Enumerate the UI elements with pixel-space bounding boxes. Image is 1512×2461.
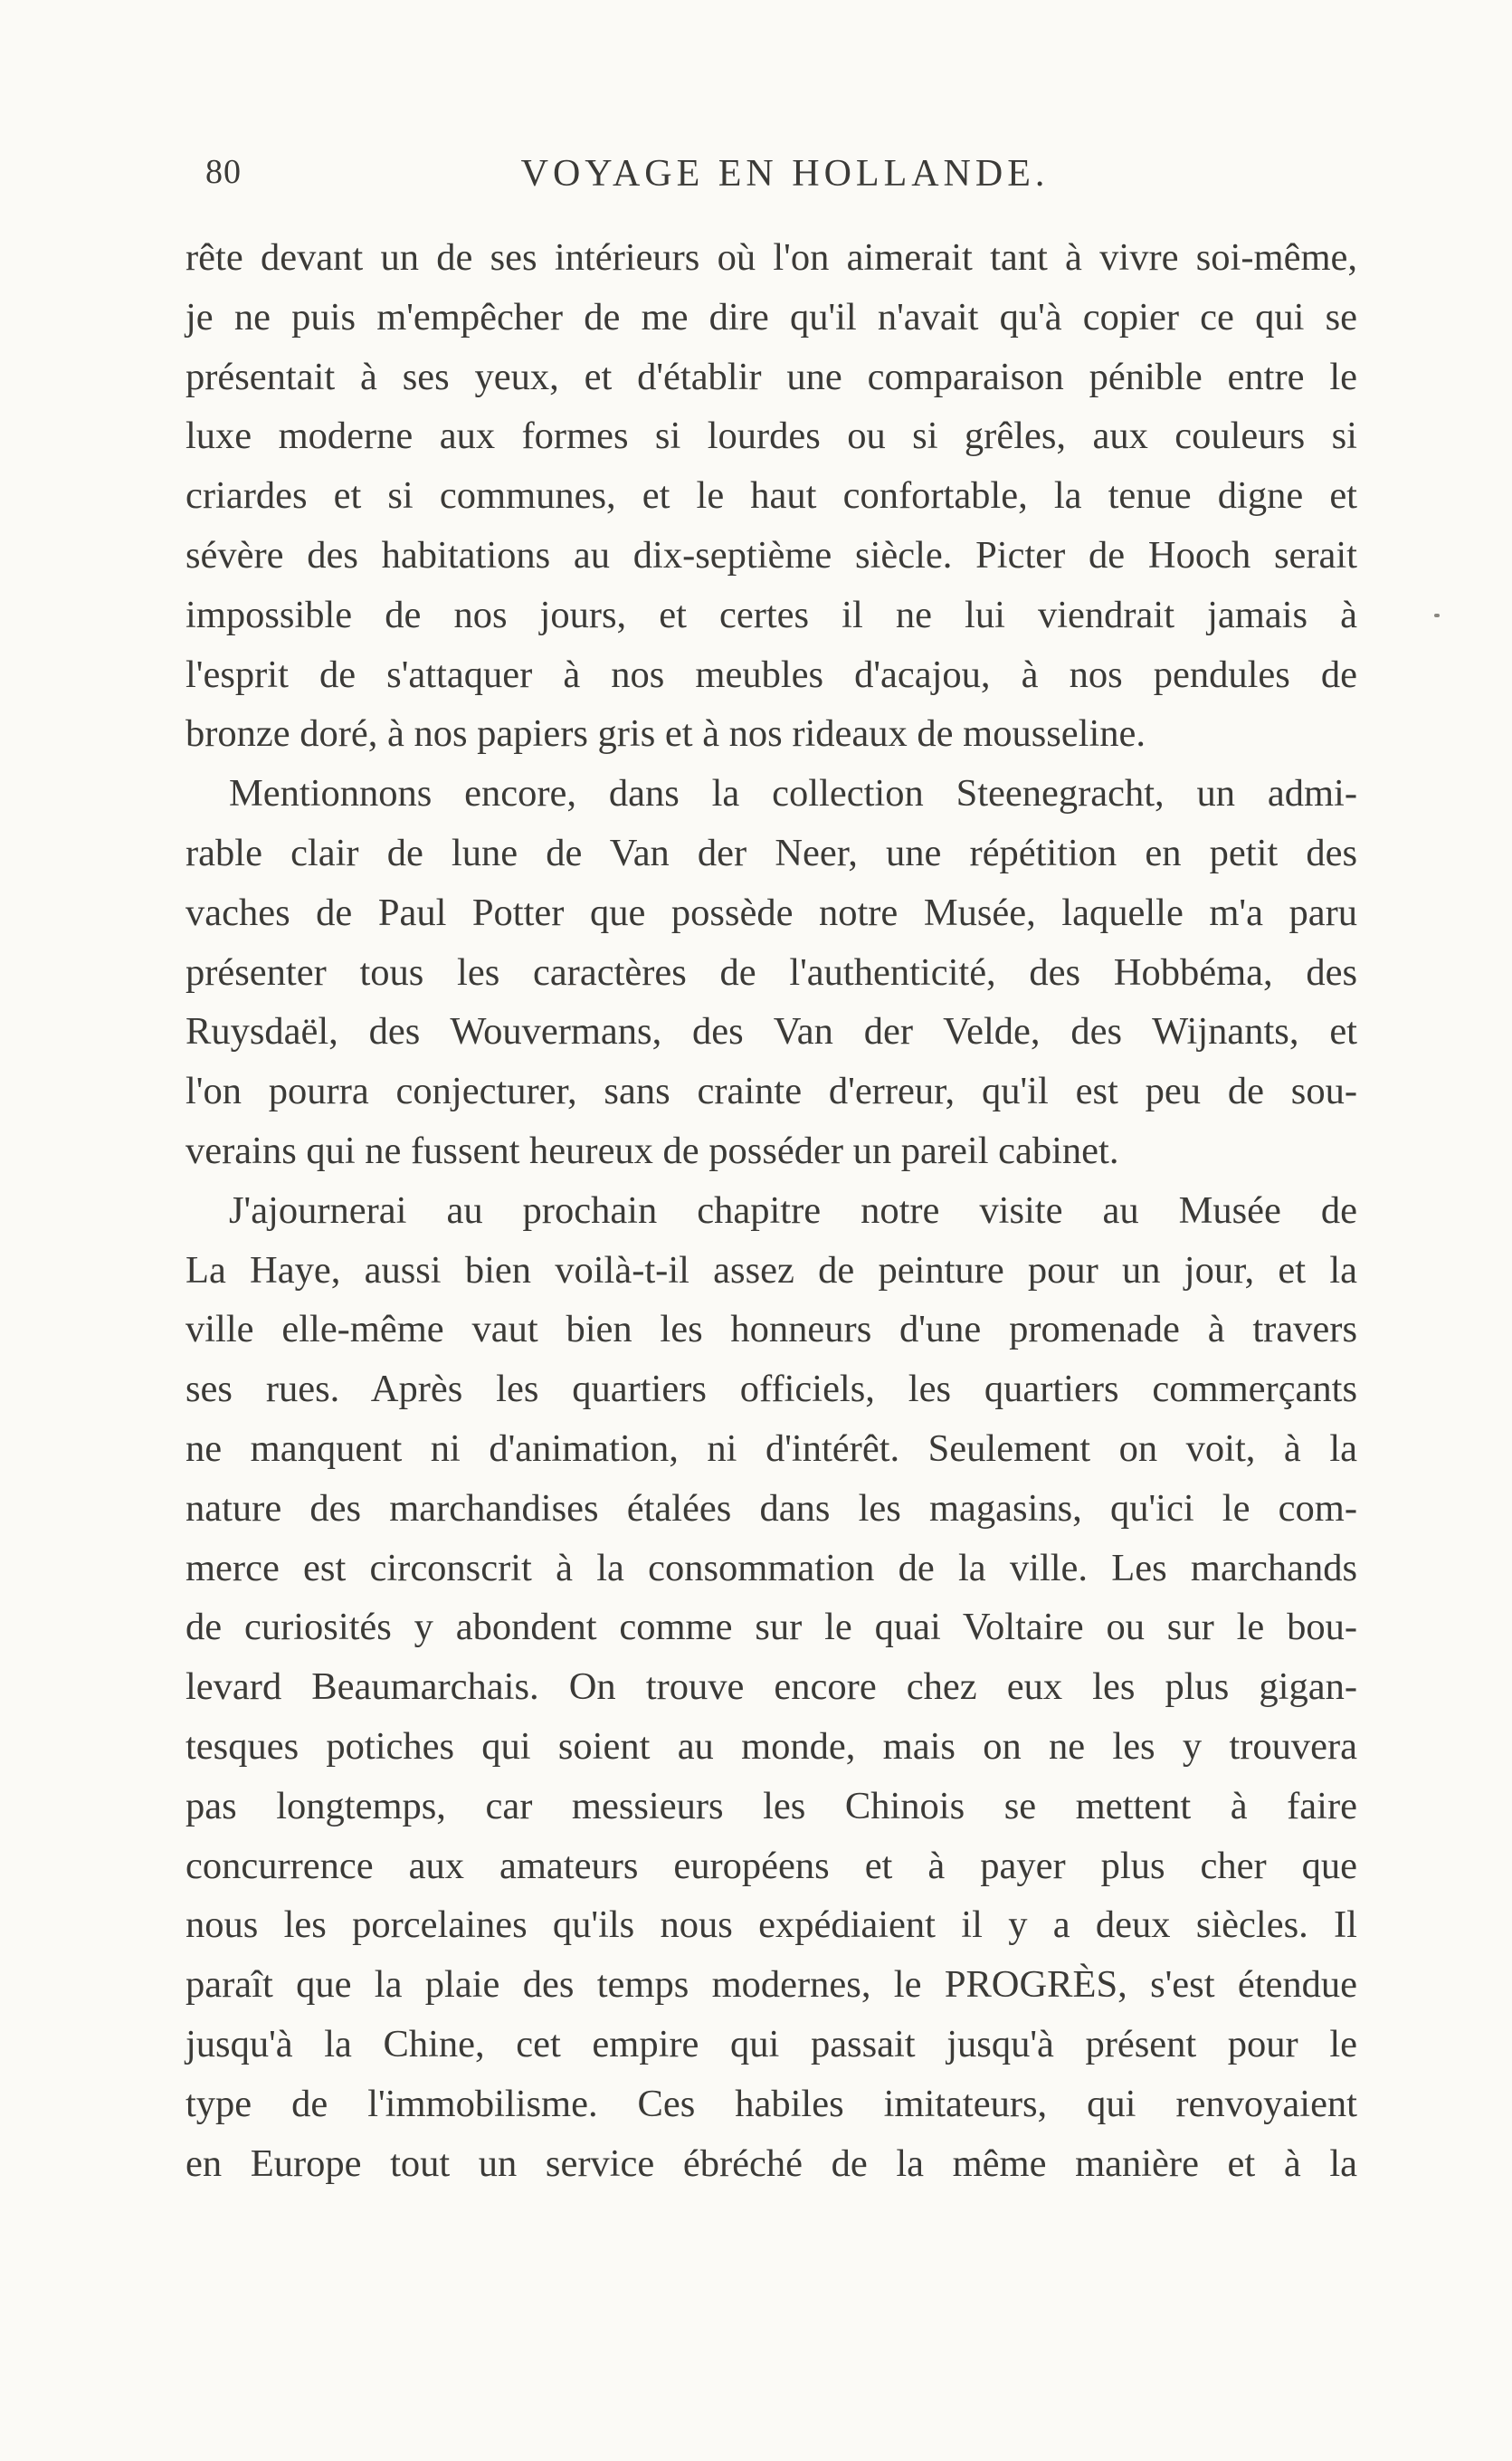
page-number: 80 — [205, 153, 242, 191]
text-line: J'ajournerai au prochain chapitre notre visite au Musée de — [229, 1188, 1357, 1232]
text-line: l'esprit de s'attaquer à nos meubles d'acajou, à nos pendules de — [185, 653, 1357, 696]
paragraph-3 — [185, 1181, 1357, 2194]
text-line: luxe moderne aux formes si lourdes ou si grêles, aux couleurs si — [185, 415, 1357, 458]
text-line: nature des marchandises étalées dans les magasins, qu'ici le com- — [185, 1486, 1357, 1530]
paragraph-2 — [185, 764, 1357, 1181]
text-line: tesques potiches qui soient au monde, mais on ne les y trouvera — [185, 1724, 1357, 1768]
text-line: levard Beaumarchais. On trouve encore chez eux les plus gigan- — [185, 1665, 1357, 1709]
text-line: jusqu'à la Chine, cet empire qui passait jusqu'à présent pour le — [185, 2022, 1357, 2065]
text-line: bronze doré, à nos papiers gris et à nos rideaux de mousseline. — [185, 712, 1146, 756]
margin-speck — [1434, 614, 1440, 617]
text-line: présenter tous les caractères de l'authenticité, des Hobbéma, des — [185, 950, 1357, 994]
paragraph-1 — [185, 228, 1357, 764]
text-line: type de l'immobilisme. Ces habiles imitateurs, qui renvoyaient — [185, 2082, 1357, 2125]
text-line: nous les porcelaines qu'ils nous expédiaient il y a deux siècles. Il — [185, 1903, 1357, 1947]
text-line: en Europe tout un service ébréché de la même manière et à la — [185, 2141, 1357, 2185]
text-line: vaches de Paul Potter que possède notre Musée, laquelle m'a paru — [185, 891, 1357, 934]
text-line: je ne puis m'empêcher de me dire qu'il n'avait qu'à copier ce qui se — [185, 295, 1357, 339]
text-line: rête devant un de ses intérieurs où l'on aimerait tant à vivre soi-même, — [185, 236, 1357, 279]
text-line: pas longtemps, car messieurs les Chinois se mettent à faire — [185, 1784, 1357, 1827]
text-line: de curiosités y abondent comme sur le quai Voltaire ou sur le bou- — [185, 1606, 1357, 1649]
text-line: présentait à ses yeux, et d'établir une comparaison pénible entre le — [185, 355, 1357, 398]
running-title: VOYAGE EN HOLLANDE. — [520, 153, 1050, 195]
text-line: Mentionnons encore, dans la collection Steenegracht, un admi- — [229, 772, 1357, 816]
text-line: criardes et si communes, et le haut confortable, la tenue digne et — [185, 474, 1357, 518]
text-line: sévère des habitations au dix-septième siècle. Picter de Hooch serait — [185, 533, 1357, 577]
text-line: l'on pourra conjecturer, sans crainte d'erreur, qu'il est peu de sou- — [185, 1070, 1357, 1113]
text-line: concurrence aux amateurs européens et à payer plus cher que — [185, 1844, 1357, 1887]
text-line: paraît que la plaie des temps modernes, le PROGRÈS, s'est étendue — [185, 1963, 1357, 2007]
text-line: La Haye, aussi bien voilà-t-il assez de peinture pour un jour, et la — [185, 1248, 1357, 1292]
text-line: merce est circonscrit à la consommation de la ville. Les marchands — [185, 1546, 1357, 1589]
page-header — [185, 152, 1357, 206]
text-line: Ruysdaël, des Wouvermans, des Van der Velde, des Wijnants, et — [185, 1010, 1357, 1054]
body-text — [185, 228, 1357, 2193]
text-line: impossible de nos jours, et certes il ne lui viendrait jamais à — [185, 593, 1357, 636]
text-line: ses rues. Après les quartiers officiels, les quartiers commerçants — [185, 1368, 1357, 1411]
text-line: rable clair de lune de Van der Neer, une répétition en petit des — [185, 831, 1357, 874]
text-line: verains qui ne fussent heureux de posséder un pareil cabinet. — [185, 1129, 1119, 1172]
text-line: ville elle-même vaut bien les honneurs d'une promenade à travers — [185, 1308, 1357, 1351]
text-line: ne manquent ni d'animation, ni d'intérêt. Seulement on voit, à la — [185, 1426, 1357, 1470]
